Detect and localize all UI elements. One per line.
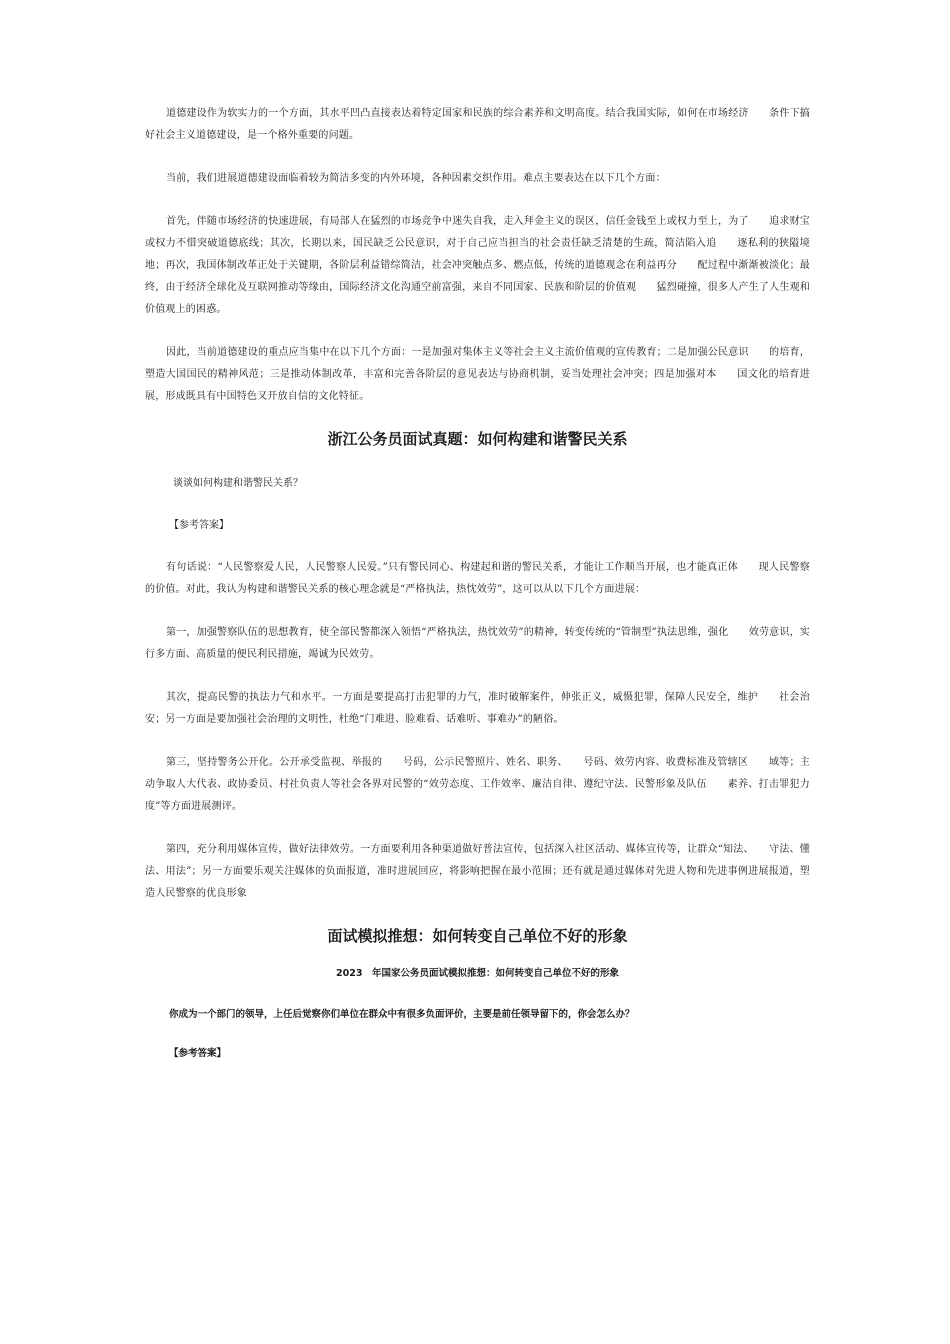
reference-answer-label: 【参考答案】 — [169, 520, 229, 531]
paragraph-moral-difficulties: 当前，我们进展道德建设面临着较为简洁多变的内外环境，各种因素交织作用。难点主要表达在以下几个方面： — [166, 173, 666, 184]
document-page — [145, 103, 810, 1063]
reference-answer-label-2: 【参考答案】 — [169, 1048, 227, 1059]
question-police-relations: 谈谈如何构建和谐警民关系？ — [173, 478, 303, 489]
question-unit-image: 你成为一个部门的领导，上任后觉察你们单位在群众中有很多负面评价，主要是前任领导留下的，你会怎么办？ — [169, 1009, 635, 1020]
paragraph-moral-intro: 道德建设作为软实力的一个方面，其水平凹凸直接表达着特定国家和民族的综合素养和文明高度。结合我国实际，如何在市场经济 条件下搞好社会主义道德建设，是一个格外重要的问题。 — [145, 108, 810, 141]
paragraph-moral-reasons: 首先，伴随市场经济的快速进展，有局部人在猛烈的市场竞争中迷失自我，走入拜金主义的误区，信任金钱至上或权力至上，为了 追求财宝或权力不惜突破道德底线；其次，长期以来，国民缺乏公民意识，对于自己应当担当的社会责任缺乏清楚的生疏，简洁陷入追 逐私利的狭隘境地；再次，我国体制改革正处于关键期，各阶层利益错综简洁，社会冲突触点多、燃点低，传统的道德观念在利益再分 配过程中渐渐被淡化；最终，由于经济全球化及互联网推动等缘由，国际经济文化沟通空前富强，来自不同国家、民族和阶层的价值观 猛烈碰撞，很多人产生了人生观和价值观上的困惑。 — [145, 216, 810, 315]
paragraph-moral-focus: 因此，当前道德建设的重点应当集中在以下几个方面：一是加强对集体主义等社会主义主流价值观的宣传教育；二是加强公民意识 的培育，塑造大国国民的精神风范；三是推动体制改革，丰富和完善各阶层的意见表达与协商机制，妥当处理社会冲突；四是加强对本 国文化的培育进展，形成既具有中国特色又开放自信的文化特征。 — [145, 347, 810, 402]
paragraph-police-fourth: 第四，充分利用媒体宣传，做好法律效劳。一方面要利用各种渠道做好普法宣传，包括深入社区活动、媒体宣传等，让群众“知法、 守法、懂法、用法”；另一方面要乐观关注媒体的负面报道，准时进展回应，将影响把握在最小范围；还有就是通过媒体对先进人物和先进事例进展报道，塑造人民警察的优良形象 — [145, 844, 810, 899]
heading-police-relations: 浙江公务员面试真题：如何构建和谐警民关系 — [327, 430, 628, 448]
paragraph-police-second: 其次，提高民警的执法力气和水平。一方面是要提高打击犯罪的力气，准时破解案件，伸张正义，威慑犯罪，保障人民安全，维护 社会治安；另一方面是要加强社会治理的文明性，杜绝“门难进、脸难看、话难听、事难办”的陋俗。 — [145, 692, 810, 725]
subheading-unit-image: 2023 年国家公务员面试模拟推想：如何转变自己单位不好的形象 — [336, 968, 619, 979]
paragraph-police-intro: 有句话说：“人民警察爱人民，人民警察人民爱。”只有警民同心、构建起和谐的警民关系，才能让工作顺当开展，也才能真正体 现人民警察的价值。对此，我认为构建和谐警民关系的核心理念就是“严格执法，热忱效劳”，这可以从以下几个方面进展： — [145, 562, 810, 595]
heading-unit-image: 面试模拟推想：如何转变自己单位不好的形象 — [327, 927, 628, 945]
paragraph-police-first: 第一，加强警察队伍的思想教育，使全部民警都深入领悟“严格执法，热忱效劳”的精神，转变传统的“管制型”执法思维，强化 效劳意识，实行多方面、高质量的便民利民措施，竭诚为民效劳。 — [145, 627, 810, 660]
paragraph-police-third: 第三，坚持警务公开化。公开承受监视、举报的 号码，公示民警照片、姓名、职务、 号码、效劳内容、收费标准及管辖区 域等；主动争取人大代表、政协委员、村社负责人等社会各界对民警的“效劳态度、工作效率、廉洁自律、遵纪守法、民警形象及队伍 素养、打击罪犯力度”等方面进展测评。 — [145, 757, 810, 812]
